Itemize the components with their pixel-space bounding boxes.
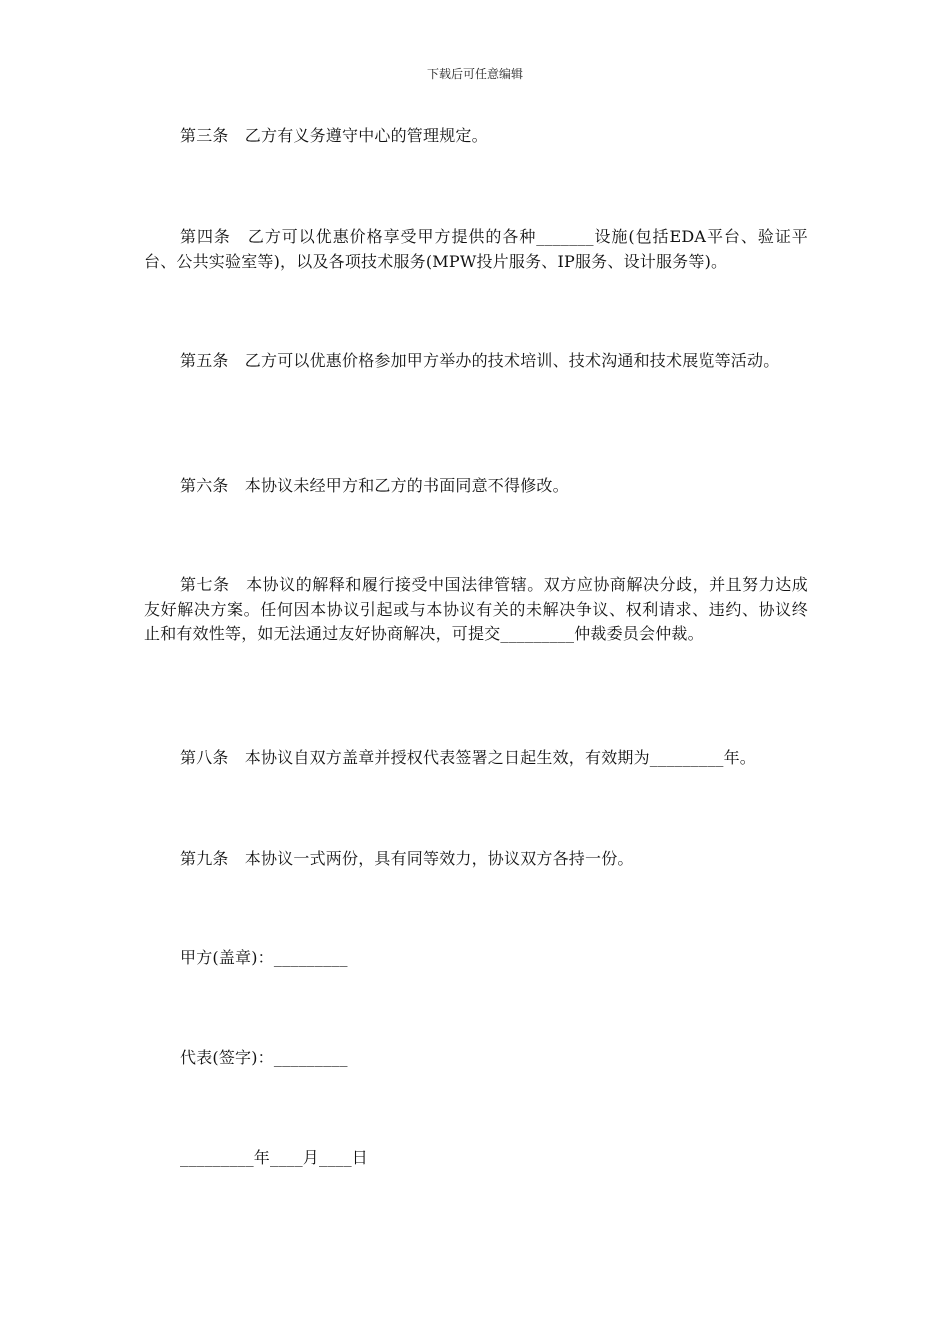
- article-8: 第八条 本协议自双方盖章并授权代表签署之日起生效，有效期为_________年。: [180, 748, 757, 767]
- date-line: _________年____月____日: [180, 1148, 369, 1167]
- article-5: 第五条 乙方可以优惠价格参加甲方举办的技术培训、技术沟通和技术展览等活动。: [180, 351, 780, 370]
- party-a-seal-line: 甲方(盖章)：_________: [180, 948, 348, 967]
- representative-signature-line: 代表(签字)：_________: [180, 1048, 348, 1067]
- page-header: 下载后可任意编辑: [426, 67, 523, 81]
- article-6: 第六条 本协议未经甲方和乙方的书面同意不得修改。: [180, 476, 569, 495]
- article-7: 第七条 本协议的解释和履行接受中国法律管辖。双方应协商解决分歧，并且努力达成友好解决方案。任何因本协议引起或与本协议有关的未解决争议、权利请求、违约、协议终止和有效性等，如无法通过友好协商解决，可提交_________仲裁委员会仲裁。: [144, 575, 808, 643]
- article-4: 第四条 乙方可以优惠价格享受甲方提供的各种_______设施(包括EDA平台、验证平台、公共实验室等)，以及各项技术服务(MPW投片服务、IP服务、设计服务等)。: [144, 227, 808, 271]
- article-3: 第三条 乙方有义务遵守中心的管理规定。: [180, 126, 488, 145]
- article-9: 第九条 本协议一式两份，具有同等效力，协议双方各持一份。: [180, 849, 634, 868]
